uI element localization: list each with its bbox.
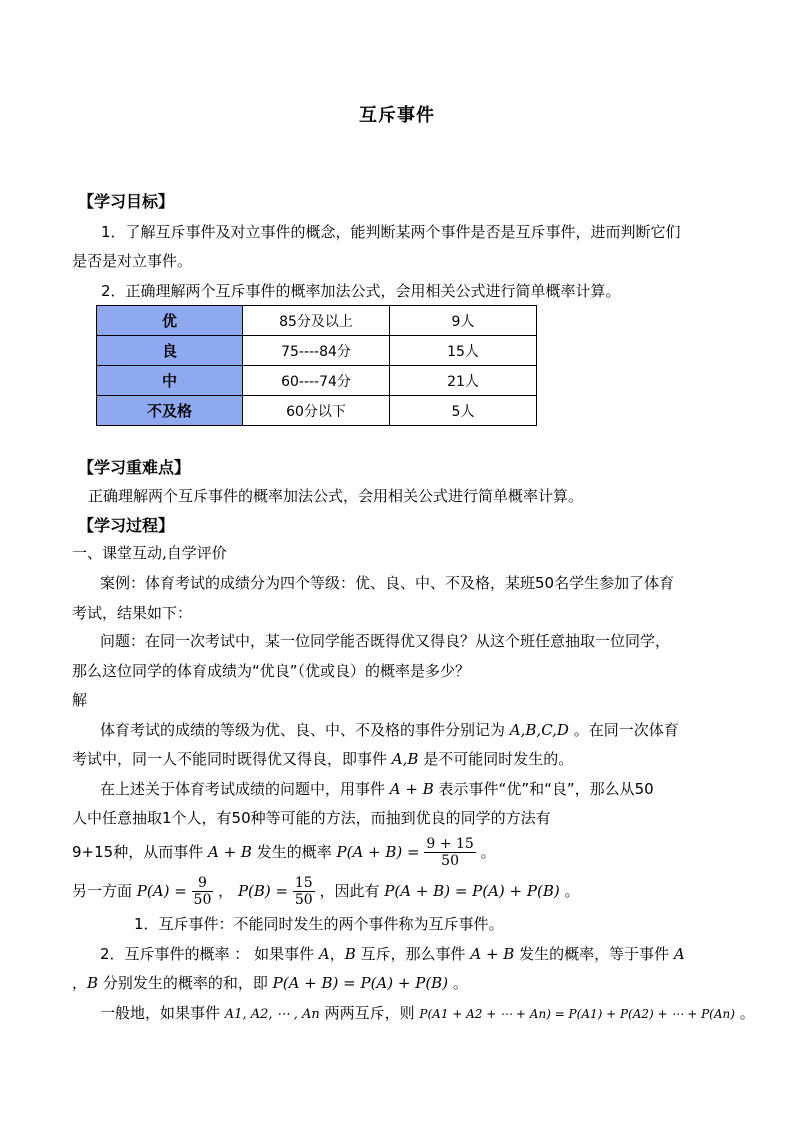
solution-line-4: 人中任意抽取1个人，有50种等可能的方法，而抽到优良的同学的方法有 bbox=[72, 809, 551, 827]
question-text: 问题：在同一次考试中，某一位同学能否既得优又得良？从这个班任意抽取一位同学， bbox=[100, 632, 671, 650]
fraction-denominator: 50 bbox=[294, 892, 313, 908]
fraction-denominator: 50 bbox=[193, 892, 212, 908]
page-title: 互斥事件 bbox=[359, 105, 435, 126]
count-cell: 15人 bbox=[390, 336, 537, 366]
math-expression: A,B,C,D bbox=[509, 721, 569, 739]
level-cell: 优 bbox=[97, 306, 243, 336]
definition-1: 1．互斥事件：不能同时发生的两个事件称为互斥事件。 bbox=[134, 915, 504, 933]
case-text-cont: 考试，结果如下： bbox=[72, 604, 193, 622]
math-expression: A1, A2, ⋯ , An bbox=[224, 1007, 320, 1022]
solution-text: 表示事件“优”和“良”，那么从50 bbox=[438, 780, 654, 798]
goals-heading: 【学习目标】 bbox=[78, 192, 175, 211]
grades-table bbox=[96, 305, 537, 426]
definition-2: 2．互斥事件的概率 ： 如果事件 A，B 互斥，那么事件 A + B 发生的概率，等于事件 A bbox=[100, 945, 685, 963]
goal-item-1-cont: 是否是对立事件。 bbox=[72, 252, 193, 270]
count-cell: 21人 bbox=[390, 366, 537, 396]
goal-item-2: 2．正确理解两个互斥事件的概率加法公式，会用相关公式进行简单概率计算。 bbox=[101, 282, 621, 300]
solution-text: 9+15种，从而事件 bbox=[72, 843, 204, 861]
level-cell: 中 bbox=[97, 366, 243, 396]
table-row bbox=[97, 396, 537, 426]
solution-text: 。 bbox=[452, 974, 468, 992]
definition-2-cont: ，B 分别发生的概率的和，即 P(A + B) = P(A) + P(B) 。 bbox=[72, 974, 468, 992]
fraction bbox=[192, 875, 214, 908]
solution-text: ，因此有 bbox=[319, 882, 380, 900]
general-addition-formula: P(A1 + A2 + ⋯ + An) = P(A1) + P(A2) + ⋯ + P(An) bbox=[419, 1007, 735, 1021]
solution-text: 一般地，如果事件 bbox=[100, 1004, 221, 1022]
fraction-denominator: 50 bbox=[441, 853, 459, 869]
solution-text: 两两互斥，则 bbox=[324, 1004, 415, 1022]
addition-formula: P(A + B) = P(A) + P(B) bbox=[272, 974, 449, 992]
addition-formula: P(A + B) = P(A) + P(B) bbox=[384, 882, 560, 900]
range-cell: 85分及以上 bbox=[243, 306, 390, 336]
fraction bbox=[424, 836, 475, 869]
range-cell: 60----74分 bbox=[243, 366, 390, 396]
solution-text: 考试中，同一人不能同时既得优又得良，即事件 bbox=[72, 750, 388, 768]
solution-text: 。 bbox=[480, 843, 496, 861]
math-expression: A + B bbox=[207, 843, 252, 861]
probability-formula: P(B) = bbox=[237, 882, 289, 900]
solution-text: 。 bbox=[564, 882, 580, 900]
solution-text: 另一方面 bbox=[72, 882, 133, 900]
range-cell: 75----84分 bbox=[243, 336, 390, 366]
solution-text: 发生的概率，等于事件 bbox=[519, 945, 670, 963]
math-expression: A + B bbox=[389, 780, 434, 798]
solution-text: 。 bbox=[739, 1004, 755, 1022]
table-row bbox=[97, 366, 537, 396]
level-cell: 良 bbox=[97, 336, 243, 366]
solution-text: 2．互斥事件的概率 ： 如果事件 bbox=[100, 945, 315, 963]
fraction-numerator: 15 bbox=[294, 875, 313, 891]
solution-line-5 bbox=[72, 834, 496, 870]
solution-label: 解 bbox=[72, 691, 88, 709]
goal-item-1: 1．了解互斥事件及对立事件的概念，能判断某两个事件是否是互斥事件，进而判断它们 bbox=[101, 223, 681, 241]
solution-text: 。在同一次体育 bbox=[573, 721, 679, 739]
solution-text: 在上述关于体育考试成绩的问题中，用事件 bbox=[100, 780, 386, 798]
table-row bbox=[97, 336, 537, 366]
process-heading: 【学习过程】 bbox=[78, 516, 175, 535]
probability-formula: P(A) = bbox=[136, 882, 187, 900]
case-text: 案例：体育考试的成绩分为四个等级：优、良、中、不及格，某班50名学生参加了体育 bbox=[100, 574, 675, 592]
solution-line-2 bbox=[72, 749, 573, 769]
count-cell: 9人 bbox=[390, 306, 537, 336]
general-rule bbox=[100, 1003, 755, 1025]
solution-text: 发生的概率 bbox=[256, 843, 332, 861]
question-text-cont: 那么这位同学的体育成绩为“优良”（优或良）的概率是多少？ bbox=[72, 662, 471, 680]
keypoints-text: 正确理解两个互斥事件的概率加法公式，会用相关公式进行简单概率计算。 bbox=[88, 487, 584, 505]
probability-formula: P(A + B) = bbox=[336, 843, 420, 861]
solution-text: 互斥，那么事件 bbox=[360, 945, 466, 963]
solution-text: 分别发生的概率的和，即 bbox=[102, 974, 268, 992]
solution-line-1 bbox=[100, 720, 679, 740]
solution-text: 是不可能同时发生的。 bbox=[423, 750, 574, 768]
count-cell: 5人 bbox=[390, 396, 537, 426]
keypoints-heading: 【学习重难点】 bbox=[78, 458, 191, 477]
fraction bbox=[293, 875, 315, 908]
math-expression: A,B bbox=[391, 750, 419, 768]
fraction-numerator: 9 bbox=[192, 875, 214, 892]
level-cell: 不及格 bbox=[97, 396, 243, 426]
solution-line-3 bbox=[100, 779, 654, 799]
table-row bbox=[97, 306, 537, 336]
part1-heading: 一、课堂互动,自学评价 bbox=[72, 544, 227, 562]
solution-text: 体育考试的成绩的等级为优、良、中、不及格的事件分别记为 bbox=[100, 721, 506, 739]
other-hand-line: 另一方面 P(A) = $\frac{9}{50}$ ， P(B) = $\frac{15}{50}$ ，因此有 P(A + B) = P(A) + P(B) 。 bbox=[72, 875, 580, 908]
range-cell: 60分以下 bbox=[243, 396, 390, 426]
fraction-numerator: 9 + 15 bbox=[426, 836, 474, 852]
